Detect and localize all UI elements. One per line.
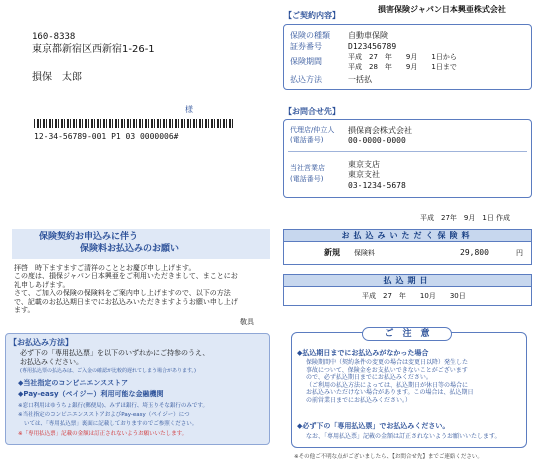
issue-date: 平成 27年 9月 1日 作成	[420, 214, 511, 222]
notice-line: この度は、損保ジャパン日本興亜をご利用いただきまして、まことにお	[14, 272, 238, 281]
method-note: (専用払込票の払込みは、ご入金の確認が比較的遅れてしまう場合があります。)	[20, 368, 197, 374]
caution-heading-2: ◆必ず下の「専用払込票」でお払込みください。	[297, 422, 450, 430]
notice-closing: 敬具	[240, 318, 254, 326]
branch-tel-label: (電話番号)	[290, 175, 324, 183]
amount-item: 保険料	[354, 249, 375, 257]
branch-name-2: 東京支社	[348, 170, 380, 179]
agent-tel-label: (電話番号)	[290, 136, 324, 144]
contract-box	[283, 24, 532, 90]
amount-kind: 新規	[324, 248, 340, 257]
notice-line: 拝啓 時下ますますご清祥のこととお慶び申し上げます。	[14, 264, 196, 272]
deadline-date: 平成 27 年 10月 30日	[362, 292, 466, 300]
policy-number-label: 証券番号	[290, 42, 322, 51]
caution-line: の前営業日までにお払込みください。）	[306, 396, 412, 404]
addressee-name: 損保 太郎	[32, 72, 82, 83]
notice-title-1: 保険契約お申込みに伴う	[39, 232, 139, 242]
contact-divider	[288, 151, 527, 152]
address-street: 東京都新宿区西新宿1-26-1	[32, 44, 155, 55]
method-intro-1: 必ず下の「専用払込票」を以下のいずれかにご持参のうえ、	[20, 349, 210, 357]
period-label: 保険期間	[290, 57, 322, 66]
notice-body	[14, 264, 274, 314]
caution-body-1	[306, 359, 528, 404]
payment-method-panel	[5, 333, 270, 445]
postal-code: 160-8338	[32, 32, 76, 42]
policy-number-value: D123456789	[348, 42, 397, 51]
insurance-type-value: 自動車保険	[348, 31, 388, 40]
contact-box	[283, 119, 532, 198]
method-intro-2: お払込みください。	[20, 358, 83, 366]
deadline-box	[283, 274, 532, 306]
notice-title-2: 保険料お払込みのお願い	[80, 244, 180, 254]
notice-line: ます。	[14, 305, 35, 314]
amount-unit: 円	[516, 249, 523, 257]
caution-line: 保険期間中（契約条件の変更の場合は変更日以降）発生した	[306, 359, 469, 366]
footer-note: ※その他ご不明な点がございましたら、【お問合せ先】までご連絡ください。	[294, 454, 483, 460]
contract-section-label: 【ご契約内容】	[284, 11, 340, 20]
branch-tel: 03-1234-5678	[348, 181, 406, 190]
caution-heading-1: ◆払込期日までにお払込みがなかった場合	[297, 349, 429, 357]
method-option-convenience: ◆当社指定のコンビニエンスストア	[18, 379, 128, 387]
caution-header: ご 注 意	[362, 327, 452, 341]
notice-title-panel	[12, 229, 270, 259]
company-name: 損害保険ジャパン日本興亜株式会社	[378, 5, 506, 14]
caution-line: 事故について、保険金をお支払いできないことがございます	[306, 366, 468, 374]
insurance-type-label: 保険の種類	[290, 31, 330, 40]
agent-label: 代理店/仲立人	[290, 126, 335, 134]
branch-name-1: 東京支店	[348, 160, 380, 169]
notice-line: で、記載のお払込期日までにお払込みいただきますようお願い申し上げ	[14, 297, 238, 306]
method-option-payeasy: ◆Pay-easy（ペイジー）利用可能な金融機関	[18, 390, 164, 398]
barcode-text: 12-34-56789-001 P1 03 0000006#	[34, 132, 179, 141]
customer-barcode	[34, 119, 234, 128]
caution-line: ので、必ず払込期日までにお払込みください。	[306, 374, 432, 381]
payment-method-section-label: 【お払込み方法】	[9, 338, 73, 347]
amount-value: 29,800	[460, 248, 489, 257]
caution-line: お払込みいただけない場合があります。この場合は、払込期日	[306, 389, 474, 396]
method-fine-2: ※当社指定のコンビニエンスストアおよびPay-easy（ペイジー）につ	[18, 412, 190, 418]
method-fine-4: ※「専用払込票」記載の金額は訂正されないようお願いいたします。	[18, 431, 188, 437]
agent-name: 損保商会株式会社	[348, 126, 412, 135]
period-start: 平成 27 年 9月 1日から	[348, 53, 457, 61]
caution-body-2: なお、「専用払込票」記載の金額は訂正されないようお願いいたします。	[306, 433, 501, 440]
deadline-header: 払込期日	[283, 274, 532, 287]
honorific: 様	[185, 105, 193, 114]
caution-line: （ご利用の払込方法によっては、払込期日が休日等の場合に	[306, 381, 469, 389]
branch-label: 当社営業店	[290, 164, 325, 172]
method-fine-1: ※窓口利用はゆうちょ銀行(郵便局)、みずほ銀行、埼玉りそな銀行のみです。	[18, 403, 208, 409]
payment-method-label: 払込方法	[290, 75, 322, 84]
caution-panel	[291, 329, 527, 448]
amount-box	[283, 229, 532, 265]
agent-tel: 00-0000-0000	[348, 136, 406, 145]
period-end: 平成 28 年 9月 1日まで	[348, 63, 457, 71]
contact-section-label: 【お問合せ先】	[284, 107, 340, 116]
method-fine-3: いては、「専用払込票」裏面に記載しておりますのでご参照ください。	[24, 421, 198, 427]
notice-line: さて、ご加入の保険の保険料をご案内申し上げますので、以下の方法	[14, 289, 231, 298]
payment-method-value: 一括払	[348, 75, 372, 84]
notice-line: 礼申しあげます。	[14, 280, 70, 289]
amount-header: お払込みいただく保険料	[283, 229, 532, 242]
